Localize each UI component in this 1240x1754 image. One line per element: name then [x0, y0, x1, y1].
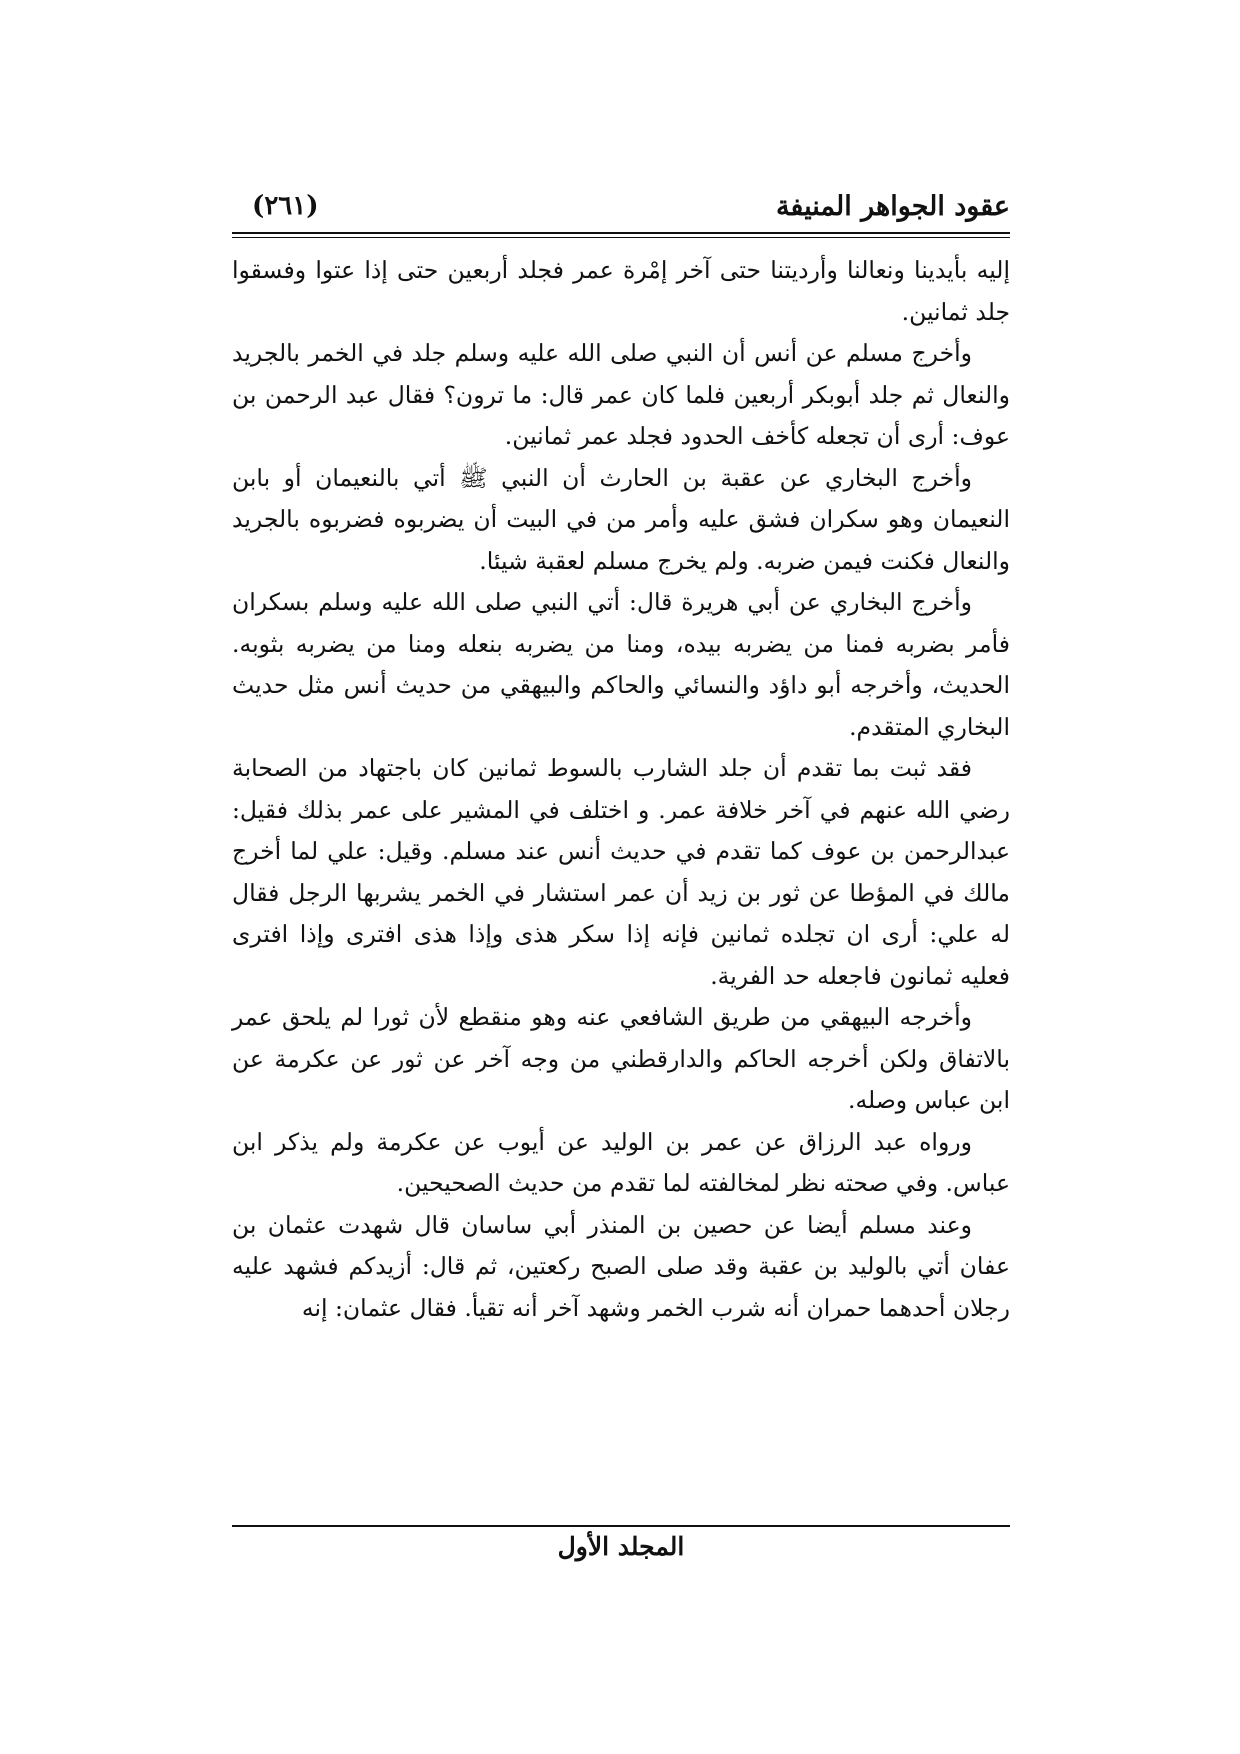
page-number: (٢٦١): [252, 191, 319, 221]
book-title: عقود الجواهر المنيفة: [775, 191, 1010, 222]
paragraph: وأخرج البخاري عن عقبة بن الحارث أن النبي ﷺ أتي بالنعيمان أو بابن النعيمان وهو سكران فشق عليه وأمر من في البيت أن يضربوه فضربوه بالجريد والنعال فكنت فيمن ضربه. ولم يخرج مسلم لعقبة شيئا.: [232, 463, 1010, 575]
paragraph: وأخرجه البيهقي من طريق الشافعي عنه وهو منقطع لأن ثورا لم يلحق عمر بالاتفاق ولكن أخرجه الحاكم والدارقطني من وجه آخر عن ثور عن عكرمة عن ابن عباس وصله.: [232, 1003, 1010, 1114]
footer-divider: [232, 1525, 1010, 1527]
page-body: [232, 250, 1010, 1512]
paragraph-continuation: إليه بأيدينا ونعالنا وأرديتنا حتى آخر إمْرة عمر فجلد أربعين حتى إذا عتوا وفسقوا جلد ثمانين.: [232, 256, 1010, 326]
paragraph: وعند مسلم أيضا عن حصين بن المنذر أبي ساسان قال شهدت عثمان بن عفان أتي بالوليد بن عقبة وقد صلى الصبح ركعتين، ثم قال: أزيدكم فشهد عليه رجلان أحدهما حمران أنه شرب الخمر وشهد آخر أنه تقيأ. فقال عثمان: إنه: [232, 1210, 1010, 1322]
page-header: [232, 183, 1010, 233]
paragraph: وأخرج البخاري عن أبي هريرة قال: أتي النبي صلى الله عليه وسلم بسكران فأمر بضربه فمنا من يضربه بيده، ومنا من يضربه بنعله ومنا من يضربه بثوبه. الحديث، وأخرجه أبو داؤد والنسائي والحاكم والبيهقي من حديث أنس مثل حديث البخاري المتقدم.: [232, 588, 1010, 741]
paragraph: فقد ثبت بما تقدم أن جلد الشارب بالسوط ثمانين كان باجتهاد من الصحابة رضي الله عنهم في آخر خلافة عمر. و اختلف في المشير على عمر بذلك فقيل: عبدالرحمن بن عوف كما تقدم في حديث أنس عند مسلم. وقيل: علي لما أخرج مالك في المؤطا عن ثور بن زيد أن عمر استشار في الخمر يشربها الرجل فقال له علي: أرى ان تجلده ثمانين فإنه إذا سكر هذى وإذا هذى افترى وإذا افترى فعليه ثمانون فاجعله حد الفرية.: [232, 754, 1010, 990]
paragraph: ورواه عبد الرزاق عن عمر بن الوليد عن أيوب عن عكرمة ولم يذكر ابن عباس. وفي صحته نظر لمخالفته لما تقدم من حديث الصحيحين.: [232, 1127, 1010, 1197]
paragraph: وأخرج مسلم عن أنس أن النبي صلى الله عليه وسلم جلد في الخمر بالجريد والنعال ثم جلد أبوبكر أربعين فلما كان عمر قال: ما ترون؟ فقال عبد الرحمن بن عوف: أرى أن تجعله كأخف الحدود فجلد عمر ثمانين.: [232, 339, 1010, 450]
header-divider: [232, 232, 1010, 238]
volume-label: المجلد الأول: [557, 1532, 685, 1561]
